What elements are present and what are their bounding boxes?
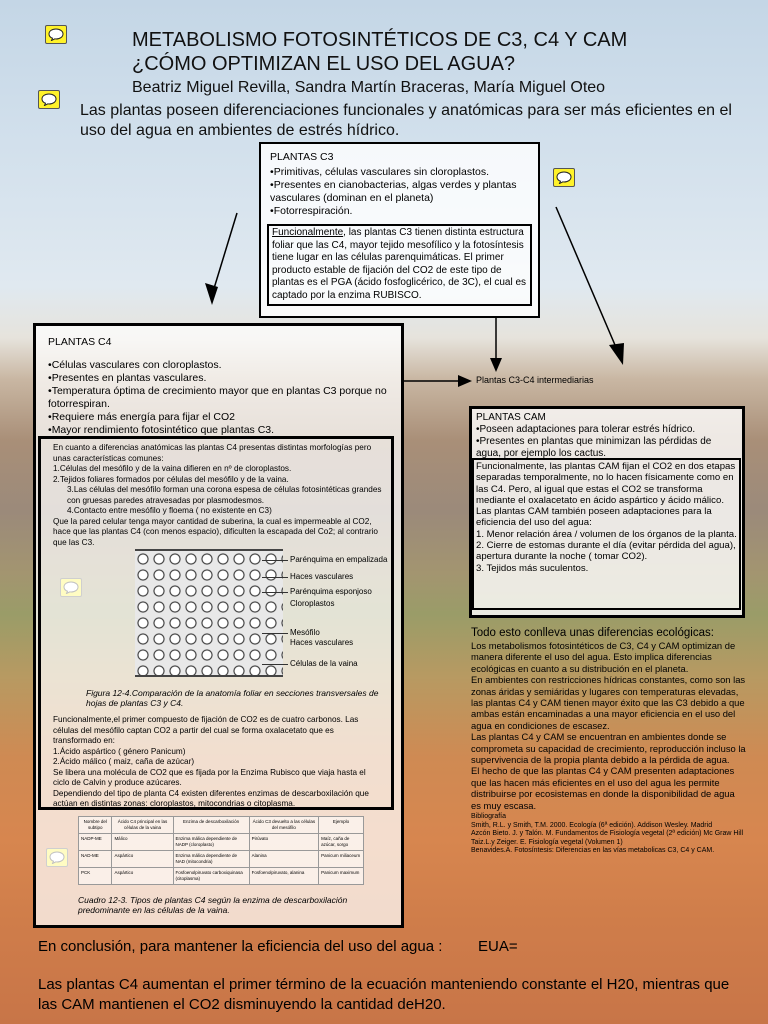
table-cell: Enzima málica dependiente de NADP (cloroplasto): [173, 834, 249, 851]
anatomy-intro: En cuanto a diferencias anatómicas las plantas C4 presentas distintas morfologías pero unas características comunes:: [53, 443, 372, 463]
cam-bullets: [476, 424, 738, 460]
anatomy-item: 1.Células del mesófilo y de la vaina difieren en nº de cloroplastos.: [53, 464, 292, 473]
c3-function-body: , las plantas C3 tienen distinta estructura foliar que las C4, mayor tejido mesofílico y la fotosíntesis tiene lugar en las células parenquimáticas. El primer producto estable de fijación del CO2 de este tipo de plantas es el PGA (ácido fosfoglicérico, de 3C), el cual es captado por la enzima RUBISCO.: [272, 227, 527, 301]
table-cell: Alanina: [249, 851, 318, 868]
figure-leader-line: [262, 577, 288, 578]
anatomy-outro: Que la pared celular tenga mayor cantidad de suberina, la cual es impermeable al CO2, hace que las plantas C4 (con menos espacio), dificulten la escapada del Co2; al contrario que las C3.: [53, 516, 378, 547]
c3-function-label: Funcionalmente: [272, 227, 344, 238]
figure-label: Células de la vaina: [290, 659, 358, 668]
table-cell: Enzima málica dependiente de NAD (mitocondria): [173, 851, 249, 868]
c4-function-paragraph: Funcionalmente,el primer compuesto de fijación de CO2 es de cuatro carbonos. Las células del mesófilo captan CO2 a partir del cual se forma oxalacetato que es transformado en:: [53, 715, 359, 745]
bibliography-item: Smith, R.L. y Smith, T.M. 2000. Ecología (6ª edición). Addison Wesley. Madrid: [471, 821, 713, 829]
c3-function-text: [269, 226, 530, 303]
ecology-body: [471, 640, 747, 811]
table-cell: Fosfoenolpiruvato carboxiquinasa (citoplasma): [173, 868, 249, 885]
table-cell: Panicum miliaceum: [319, 851, 364, 868]
ecology-heading: Todo esto conlleva unas diferencias ecológicas:: [471, 627, 714, 639]
c4-anatomy-text: [53, 443, 383, 548]
bibliography-item: Taiz.L.y Zeiger. E. Fisiología vegetal (Volumen 1): [471, 838, 623, 846]
table-cell: Panicum maximum: [319, 868, 364, 885]
c4-function-text: [53, 715, 383, 810]
table-cell: Fosfoenolpiruvato, alanina: [249, 868, 318, 885]
figure-label: Parénquima en empalizada: [290, 555, 388, 564]
c4-subtype-table: [78, 816, 364, 885]
table-cell: NAD-ME: [79, 851, 112, 868]
anatomy-item: 4.Contacto entre mesófilo y floema ( no existente en C3): [67, 506, 272, 515]
conclusion-line: En conclusión, para mantener la eficiencia del uso del agua :: [38, 938, 443, 955]
ecology-section: [471, 626, 747, 856]
figure-leader-line: [262, 633, 288, 634]
figure-leader-line: [262, 592, 288, 593]
c4-title: PLANTAS C4: [48, 336, 112, 348]
ecology-paragraph: En ambientes con restricciones hídricas constantes, como son las zonas áridas y semiáridas y lugares con temperaturas elevadas, las plantas C4 y CAM tienen mayor éxito que las C3 debido a que ambas están encaminadas a una mayor eficiencia en el uso del agua en condiciones de escasez.: [471, 674, 746, 731]
bibliography-item: Benavides.A. Fotosíntesis: Diferencias en las vías metabolicas C3, C4 y CAM.: [471, 847, 715, 855]
cam-function-box: [472, 458, 741, 610]
authors: Beatriz Miguel Revilla, Sandra Martín Braceras, María Miguel Oteo: [132, 79, 606, 96]
cam-adapt-item: 2. Cierre de estomas durante el día (evitar pérdida del agua), apertura durante la noche ( tomar CO2).: [476, 540, 736, 563]
c3-box: [259, 142, 540, 318]
title-line-2: ¿CÓMO OPTIMIZAN EL USO DEL AGUA?: [132, 53, 516, 75]
conclusion-final: Las plantas C4 aumentan el primer término de la ecuación manteniendo constante el H20, mientras que las CAM mantienen el CO2 disminuyendo la cantidad deH20.: [38, 976, 730, 1013]
c4-subtype-table-wrap: [78, 816, 364, 885]
c3-bullet: • Fotorrespiración.: [270, 205, 530, 218]
leaf-cross-section-figure: [135, 549, 283, 677]
eua-equation: EUA=: [478, 938, 518, 955]
intro-text: Las plantas poseen diferenciaciones funcionales y anatómicas para ser más eficientes en el uso del agua en ambientes de estrés hídrico.: [80, 102, 732, 139]
figure-label: Mesófilo: [290, 628, 320, 637]
table-header: Enzima de descarboxilación: [173, 817, 249, 834]
table-cell: Maíz, caña de azúcar, sorgo: [319, 834, 364, 851]
ecology-paragraph: Los metabolismos fotosintéticos de C3, C4 y CAM optimizan de manera diferente el uso del agua. Esto implica diferencias ecológicas en cuanto a su distribución en el planeta.: [471, 640, 736, 674]
c4-function-paragraph: Se libera una molécula de CO2 que es fijada por la Enzima Rubisco que viaja hasta el ciclo de Calvin y produce azúcares.: [53, 767, 366, 787]
bibliography-heading: Bibliografía: [471, 813, 507, 821]
figure-leader-line: [262, 664, 288, 665]
table-header: Ácido C3 devuelto a las células del mesófilo: [249, 817, 318, 834]
bibliography-item: Azcón Bieto. J. y Talón. M. Fundamentos de Fisiología vegetal (2ª edición) Mc Graw Hill: [471, 830, 744, 838]
c4-bullet: • Células vasculares con cloroplastos.: [48, 359, 398, 372]
table-caption: Cuadro 12-3. Tipos de plantas C4 según la enzima de descarboxilación predominante en las células de la vaina.: [78, 895, 348, 915]
table-header-row: [79, 817, 364, 834]
cam-bullet: • Presentes en plantas que minimizan las pérdidas de agua, por ejemplo los cactus.: [476, 436, 738, 460]
table-cell: Pirúvato: [249, 834, 318, 851]
c4-function-paragraph: 2.Ácido málico ( maiz, caña de azúcar): [53, 757, 195, 766]
c3-function-box: [267, 224, 532, 306]
c3-bullet: • Primitivas, células vasculares sin cloroplastos.: [270, 166, 530, 179]
c3-bullets: [270, 166, 530, 218]
anatomy-item: 3.Las células del mesófilo forman una corona espesa de células fotosintéticas grandes con gruesas paredes atravesadas por plasmodesmos.: [67, 485, 382, 505]
c4-bullets: [48, 359, 398, 437]
c4-function-paragraph: Dependiendo del tipo de planta C4 existen diferentes enzimas de descarboxilación que actúan en distintas zonas: cloroplastos, mitocondrias o citoplasma.: [53, 788, 369, 808]
table-cell: Aspártico: [112, 851, 173, 868]
c3-title: PLANTAS C3: [270, 151, 334, 163]
ecology-paragraph: Las plantas C4 y CAM se encuentran en ambientes donde se comprometa su capacidad de crecimiento, reproducción incluso la supervivencia de la propia planta debido a la pérdida de agua.: [471, 731, 746, 766]
table-row: [79, 834, 364, 851]
ecology-paragraph: El hecho de que las plantas C4 y CAM presenten adaptaciones que las hacen más eficientes en el uso del agua les permite distribuirse por ecosistemas en donde la disponibilidad de agua es muy escasa.: [471, 765, 735, 811]
table-header: Ejemplo: [319, 817, 364, 834]
figure-caption: Figura 12-4.Comparación de la anatomía foliar en secciones transversales de hojas de plantas C3 y C4.: [86, 688, 379, 708]
figure-label: Haces vasculares: [290, 638, 354, 647]
c4-bullet: • Temperatura óptima de crecimiento mayor que en plantas C3 porque no fotorrespiran.: [48, 385, 398, 411]
title-line-1: METABOLISMO FOTOSINTÉTICOS DE C3, C4 Y CAM: [132, 29, 628, 51]
figure-label: Parénquima esponjoso: [290, 587, 372, 596]
table-cell: Málico: [112, 834, 173, 851]
table-row: [79, 868, 364, 885]
cam-title: PLANTAS CAM: [476, 412, 546, 423]
cam-bullet: • Poseen adaptaciones para tolerar estrés hídrico.: [476, 424, 738, 436]
cam-function-text: [474, 460, 739, 575]
cam-adapt-intro: Las plantas CAM también poseen adaptaciones para la eficiencia del uso del agua:: [476, 506, 712, 529]
c4-bullet: • Mayor rendimiento fotosintético que plantas C3.: [48, 424, 398, 437]
table-row: [79, 851, 364, 868]
cam-adapt-item: 1. Menor relación área / volumen de los órganos de la planta.: [476, 528, 737, 540]
figure-leader-line: [262, 560, 288, 561]
cam-function-body: Funcionalmente, las plantas CAM fijan el CO2 en dos etapas separadas temporalmente, no lo hacen físicamente como en las C4. Pero, al igual que estas el CO2 se transforma mediante el oxalacetato en ácido aspártico y ácido málico.: [476, 461, 736, 506]
cam-adapt-item: 3. Tejidos más suculentos.: [476, 562, 589, 574]
c4-bullet: • Requiere más energía para fijar el CO2: [48, 411, 398, 424]
c4-function-paragraph: 1.Ácido aspártico ( género Panicum): [53, 746, 186, 756]
c4-bullet: • Presentes en plantas vasculares.: [48, 372, 398, 385]
figure-label: Cloroplastos: [290, 599, 335, 608]
table-header: Nombre del subtipo: [79, 817, 112, 834]
c3-bullet: • Presentes en cianobacterias, algas verdes y plantas vasculares (dominan en el planeta): [270, 179, 530, 205]
table-header: Ácido C4 principal en las células de la vaina: [112, 817, 173, 834]
figure-label: Haces vasculares: [290, 572, 354, 581]
anatomy-item: 2.Tejidos foliares formados por células del mesófilo y de la vaina.: [53, 474, 289, 484]
table-cell: PCK: [79, 868, 112, 885]
intermediate-label: Plantas C3-C4 intermediarias: [476, 375, 594, 385]
bibliography: [471, 813, 747, 856]
table-cell: Aspártico: [112, 868, 173, 885]
table-cell: NADP-ME: [79, 834, 112, 851]
